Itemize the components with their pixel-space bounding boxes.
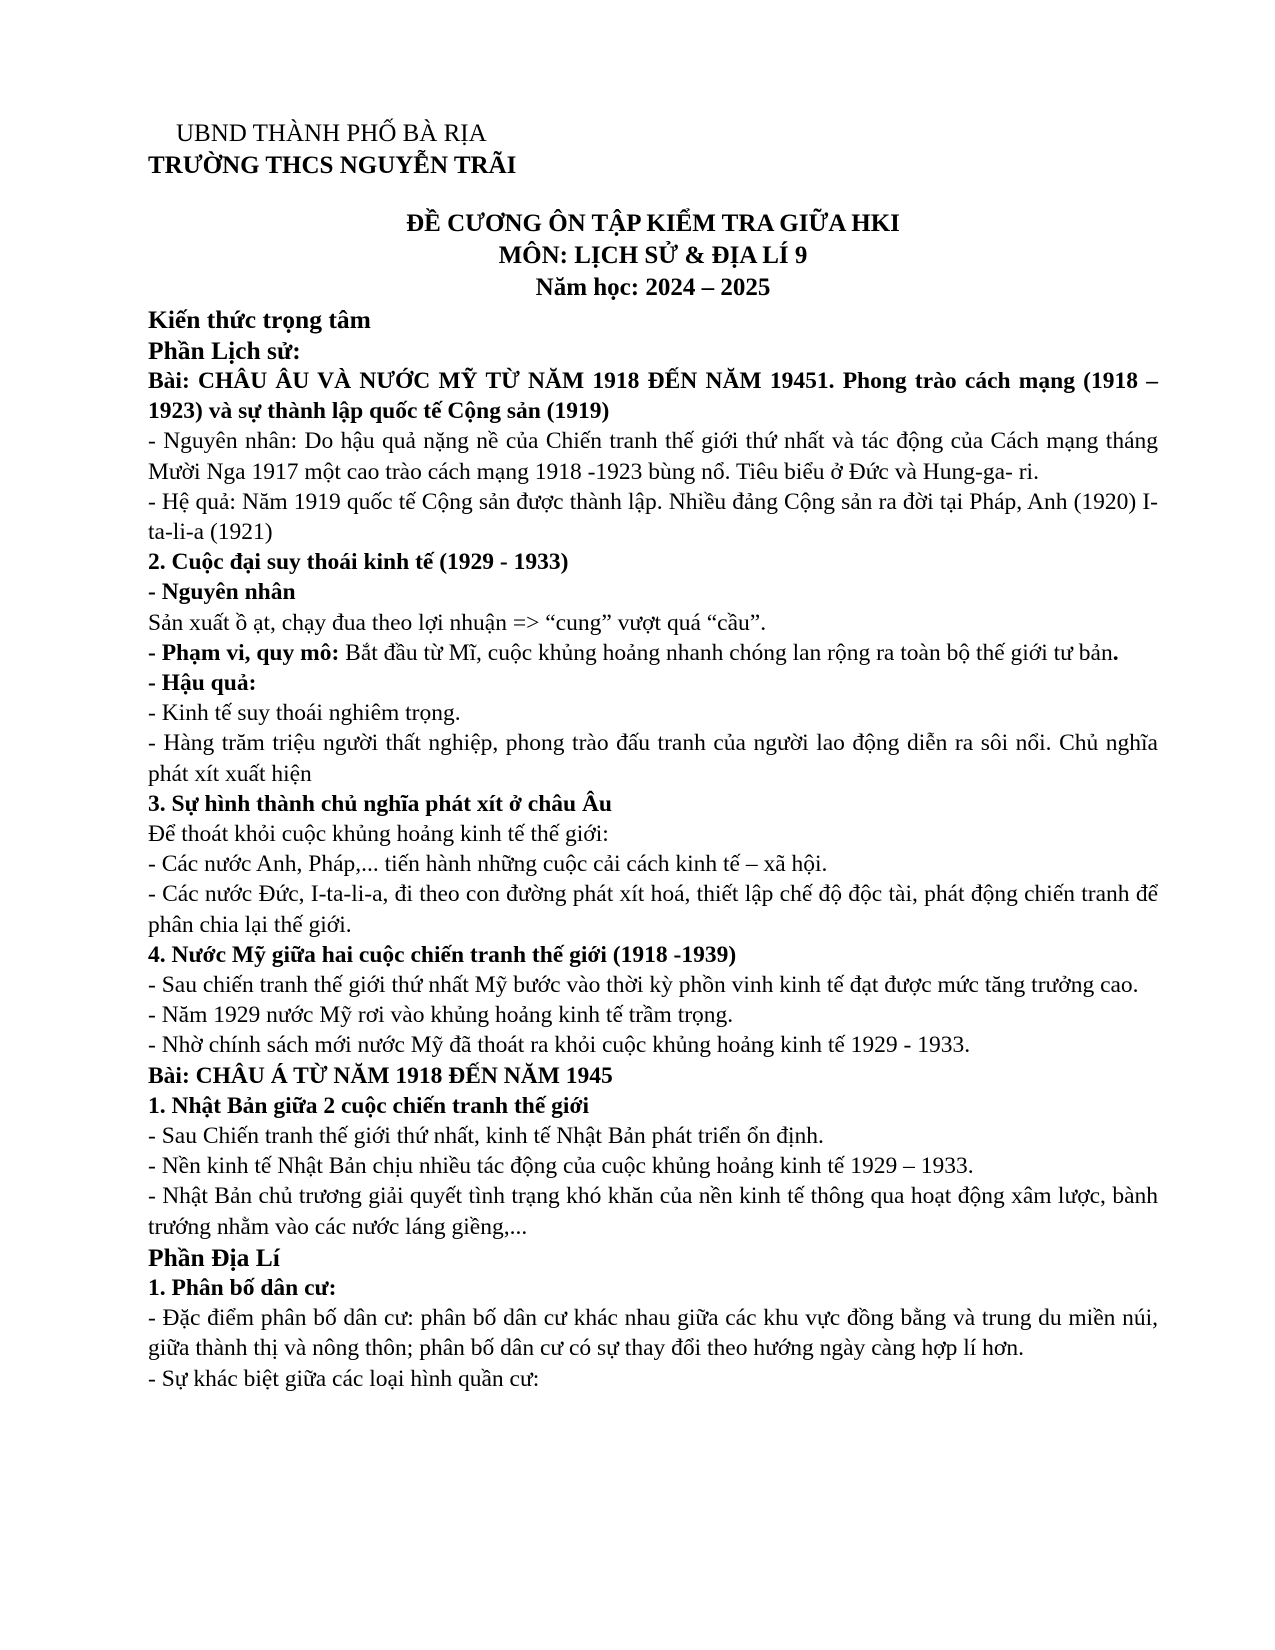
section-kien-thuc: Kiến thức trọng tâm — [148, 305, 371, 334]
paragraph: - Các nước Đức, I-ta-li-a, đi theo con đường phát xít hoá, thiết lập chế độ độc tài, phát động chiến tranh để phân chia lại thế giới. — [148, 881, 1158, 938]
document-page — [148, 118, 1158, 1394]
subheading: - Hậu quả: — [148, 670, 257, 697]
paragraph: - Nhờ chính sách mới nước Mỹ đã thoát ra khỏi cuộc khủng hoảng kinh tế 1929 - 1933. — [148, 1032, 971, 1059]
subheading: 1. Nhật Bản giữa 2 cuộc chiến tranh thế giới — [148, 1092, 589, 1119]
paragraph: - Sự khác biệt giữa các loại hình quần cư: — [148, 1365, 540, 1392]
subheading: - Nguyên nhân — [148, 579, 296, 606]
paragraph: - Hệ quả: Năm 1919 quốc tế Cộng sản được thành lập. Nhiều đảng Cộng sản ra đời tại Pháp, Anh (1920) I-ta-li-a (1921) — [148, 488, 1158, 546]
text: Bắt đầu từ Mĩ, cuộc khủng hoảng nhanh chóng lan rộng ra toàn bộ thế giới tư bản — [339, 639, 1113, 666]
label: - Phạm vi, quy mô: — [148, 639, 340, 666]
paragraph: - Nền kinh tế Nhật Bản chịu nhiều tác động của cuộc khủng hoảng kinh tế 1929 – 1933. — [148, 1153, 974, 1180]
section-phan-lich-su: Phần Lịch sử: — [148, 336, 301, 365]
section-phan-dia-li: Phần Địa Lí — [148, 1242, 280, 1272]
paragraph — [148, 638, 1158, 668]
paragraph: Để thoát khỏi cuộc khủng hoảng kinh tế thế giới: — [148, 821, 609, 848]
paragraph: - Hàng trăm triệu người thất nghiệp, phong trào đấu tranh của người lao động diễn ra sôi nổi. Chủ nghĩa phát xít xuất hiện — [148, 730, 1158, 787]
paragraph: - Nhật Bản chủ trương giải quyết tình trạng khó khăn của nền kinh tế thông qua hoạt động xâm lược, bành trướng nhằm vào các nước láng giềng,... — [148, 1183, 1158, 1240]
paragraph: Sản xuất ồ ạt, chạy đua theo lợi nhuận => “cung” vượt quá “cầu”. — [148, 609, 767, 636]
paragraph: - Đặc điểm phân bố dân cư: phân bố dân cư khác nhau giữa các khu vực đồng bằng và trung du miền núi, giữa thành thị và nông thôn; phân bố dân cư có sự thay đổi theo hướng ngày càng hợp lí hơn. — [148, 1305, 1158, 1362]
header-org: UBND THÀNH PHỐ BÀ RỊA — [176, 120, 487, 147]
paragraph: - Sau chiến tranh thế giới thứ nhất Mỹ bước vào thời kỳ phồn vinh kinh tế đạt được mức tăng trưởng cao. — [148, 972, 1139, 999]
subheading: 4. Nước Mỹ giữa hai cuộc chiến tranh thế giới (1918 -1939) — [148, 941, 737, 968]
title-line-3: Năm học: 2024 – 2025 — [535, 274, 771, 301]
header-school: TRƯỜNG THCS NGUYỄN TRÃI — [148, 152, 517, 179]
text: . — [1112, 639, 1119, 666]
subheading: 1. Phân bố dân cư: — [148, 1274, 337, 1301]
lesson-heading-1: Bài: CHÂU ÂU VÀ NƯỚC MỸ TỪ NĂM 1918 ĐẾN NĂM 19451. Phong trào cách mạng (1918 – 1923) và sự thành lập quốc tế Cộng sản (1919) — [148, 368, 1158, 425]
paragraph: - Sau Chiến tranh thế giới thứ nhất, kinh tế Nhật Bản phát triển ổn định. — [148, 1123, 824, 1150]
title-line-1: ĐỀ CƯƠNG ÔN TẬP KIỂM TRA GIỮA HKI — [406, 210, 900, 237]
title-line-2: MÔN: LỊCH SỬ & ĐỊA LÍ 9 — [498, 242, 808, 269]
paragraph: - Kinh tế suy thoái nghiêm trọng. — [148, 700, 461, 727]
subheading: 3. Sự hình thành chủ nghĩa phát xít ở châu Âu — [148, 790, 612, 817]
paragraph: - Năm 1929 nước Mỹ rơi vào khủng hoảng kinh tế trầm trọng. — [148, 1002, 734, 1029]
lesson-heading-2: Bài: CHÂU Á TỪ NĂM 1918 ĐẾN NĂM 1945 — [148, 1062, 613, 1089]
document-title — [148, 208, 1158, 304]
paragraph: - Nguyên nhân: Do hậu quả nặng nề của Chiến tranh thế giới thứ nhất và tác động của Cách mạng tháng Mười Nga 1917 một cao trào cách mạng 1918 -1923 bùng nổ. Tiêu biểu ở Đức và Hung-ga- ri. — [148, 428, 1158, 485]
paragraph: - Các nước Anh, Pháp,... tiến hành những cuộc cải cách kinh tế – xã hội. — [148, 851, 828, 878]
subheading: 2. Cuộc đại suy thoái kinh tế (1929 - 1933) — [148, 549, 569, 576]
